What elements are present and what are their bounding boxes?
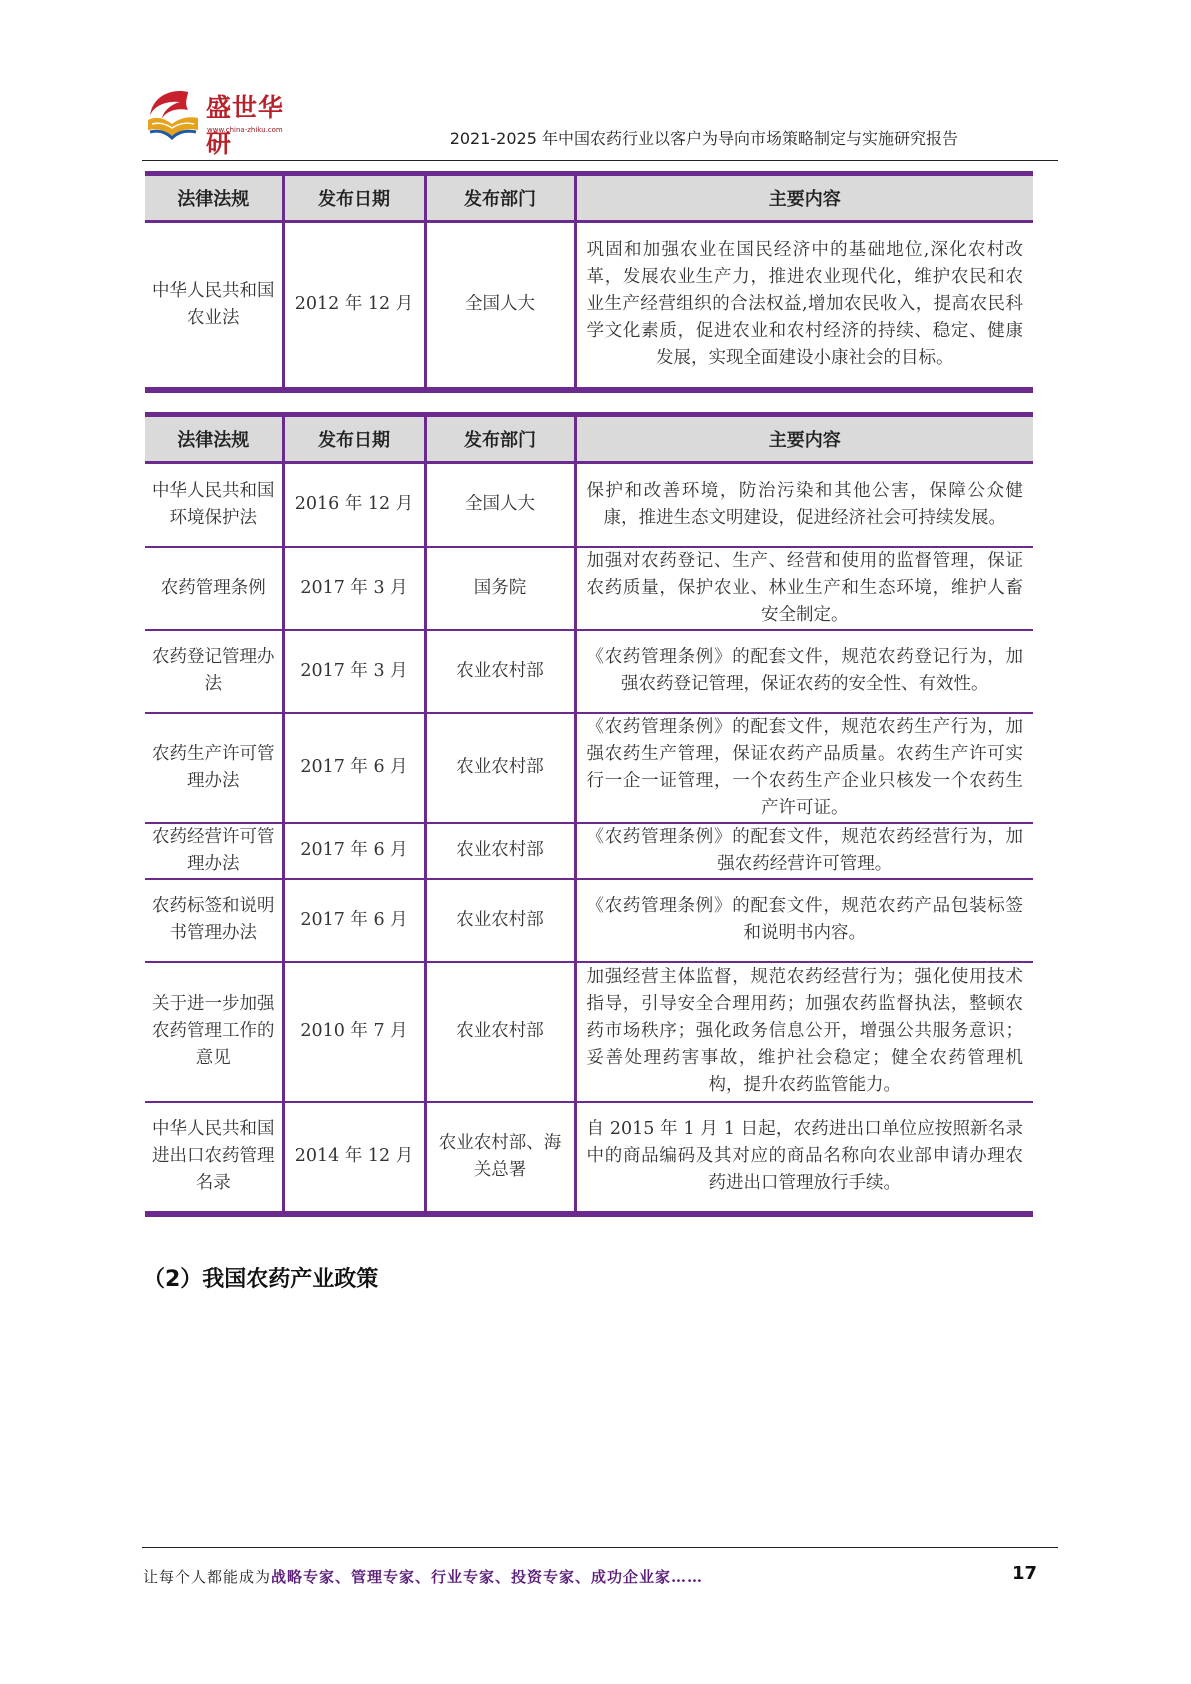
- department-cell: 农业农村部: [425, 713, 575, 823]
- law-name-cell: 中华人民共和国农业法: [152, 280, 275, 328]
- department-cell: 农业农村部: [425, 962, 575, 1102]
- logo-icon: [142, 86, 206, 146]
- column-header-date: 发布日期: [283, 174, 425, 222]
- content-cell: 《农药管理条例》的配套文件，规范农药产品包装标签和说明书内容。: [575, 879, 1033, 962]
- column-header-law: 法律法规: [145, 174, 283, 222]
- content-cell: 巩固和加强农业在国民经济中的基础地位,深化农村改革，发展农业生产力，推进农业现代化，维护农民和农业生产经营组织的合法权益,增加农民收入，提高农民科学文化素质，促进农业和农村经济的持续、稳定、健康发展，实现全面建设小康社会的目标。: [575, 222, 1033, 390]
- table-row: [145, 962, 1033, 1102]
- law-name-cell: 农药生产许可管理办法: [145, 713, 283, 823]
- law-name-cell: 农药标签和说明书管理办法: [145, 879, 283, 962]
- logo-url: www.china-zhiku.com: [207, 126, 283, 134]
- table-row: [145, 879, 1033, 962]
- content-cell: 加强对农药登记、生产、经营和使用的监督管理，保证农药质量，保护农业、林业生产和生态环境，维护人畜安全制定。: [575, 547, 1033, 630]
- table-row: [145, 1102, 1033, 1214]
- date-cell: 2014 年 12 月: [283, 1102, 425, 1214]
- date-cell: 2017 年 6 月: [283, 879, 425, 962]
- table-header-row: [145, 415, 1033, 463]
- date-cell: 2017 年 6 月: [283, 713, 425, 823]
- date-cell: 2017 年 3 月: [283, 547, 425, 630]
- footer-slogan-highlight: 战略专家、管理专家、行业专家、投资专家、成功企业家……: [271, 1568, 704, 1586]
- table-header-row: [145, 174, 1033, 222]
- date-cell: 2012 年 12 月: [283, 222, 425, 390]
- law-name-cell: 农药登记管理办法: [145, 630, 283, 713]
- logo-name: 盛世华研: [206, 93, 285, 158]
- table-row: [145, 630, 1033, 713]
- column-header-department: 发布部门: [425, 174, 575, 222]
- department-cell: 农业农村部: [425, 823, 575, 879]
- content-cell: 加强经营主体监督，规范农药经营行为；强化使用技术指导，引导安全合理用药；加强农药监督执法，整顿农药市场秩序；强化政务信息公开，增强公共服务意识；妥善处理药害事故，维护社会稳定；健全农药管理机构，提升农药监管能力。: [575, 962, 1033, 1102]
- department-cell: 农业农村部: [425, 630, 575, 713]
- content-cell: 保护和改善环境，防治污染和其他公害，保障公众健康，推进生态文明建设，促进经济社会可持续发展。: [575, 463, 1033, 547]
- page-header: [142, 80, 1058, 161]
- section-heading: （2）我国农药产业政策: [143, 1267, 379, 1292]
- column-header-content: 主要内容: [575, 415, 1033, 463]
- date-cell: 2016 年 12 月: [283, 463, 425, 547]
- department-cell: 全国人大: [425, 222, 575, 390]
- content-cell: 《农药管理条例》的配套文件，规范农药生产行为，加强农药生产管理，保证农药产品质量。农药生产许可实行一企一证管理，一个农药生产企业只核发一个农药生产许可证。: [575, 713, 1033, 823]
- table-row: [145, 713, 1033, 823]
- date-cell: 2017 年 6 月: [283, 823, 425, 879]
- law-table-2: [145, 412, 1033, 1217]
- department-cell: 全国人大: [425, 463, 575, 547]
- logo: [142, 86, 302, 158]
- footer-slogan-prefix: 让每个人都能成为: [143, 1568, 272, 1586]
- table-row: [145, 222, 1033, 390]
- date-cell: 2010 年 7 月: [283, 962, 425, 1102]
- law-name-cell: 中华人民共和国环境保护法: [152, 480, 275, 528]
- table-row: [145, 547, 1033, 630]
- date-cell: 2017 年 3 月: [283, 630, 425, 713]
- law-name-cell: 农药管理条例: [145, 547, 283, 630]
- department-cell: 农业农村部、海关总署: [425, 1102, 575, 1214]
- column-header-date: 发布日期: [283, 415, 425, 463]
- law-name-cell: 中华人民共和国进出口农药管理名录: [145, 1102, 283, 1214]
- table-row: [145, 823, 1033, 879]
- department-cell: 国务院: [425, 547, 575, 630]
- column-header-content: 主要内容: [575, 174, 1033, 222]
- column-header-department: 发布部门: [425, 415, 575, 463]
- department-cell: 农业农村部: [425, 879, 575, 962]
- content-cell: 自 2015 年 1 月 1 日起，农药进出口单位应按照新名录中的商品编码及其对应的商品名称向农业部申请办理农药进出口管理放行手续。: [575, 1102, 1033, 1214]
- column-header-law: 法律法规: [145, 415, 283, 463]
- law-name-cell: 关于进一步加强农药管理工作的意见: [145, 962, 283, 1102]
- content-cell: 《农药管理条例》的配套文件，规范农药经营行为，加强农药经营许可管理。: [575, 823, 1033, 879]
- table-row: [145, 463, 1033, 547]
- law-table-1: [145, 171, 1033, 393]
- footer-slogan: [143, 1566, 703, 1587]
- document-title: 2021-2025 年中国农药行业以客户为导向市场策略制定与实施研究报告: [449, 129, 958, 148]
- page-number: 17: [1012, 1563, 1038, 1584]
- footer-divider: [142, 1547, 1058, 1548]
- content-cell: 《农药管理条例》的配套文件，规范农药登记行为，加强农药登记管理，保证农药的安全性、有效性。: [575, 630, 1033, 713]
- law-name-cell: 农药经营许可管理办法: [145, 823, 283, 879]
